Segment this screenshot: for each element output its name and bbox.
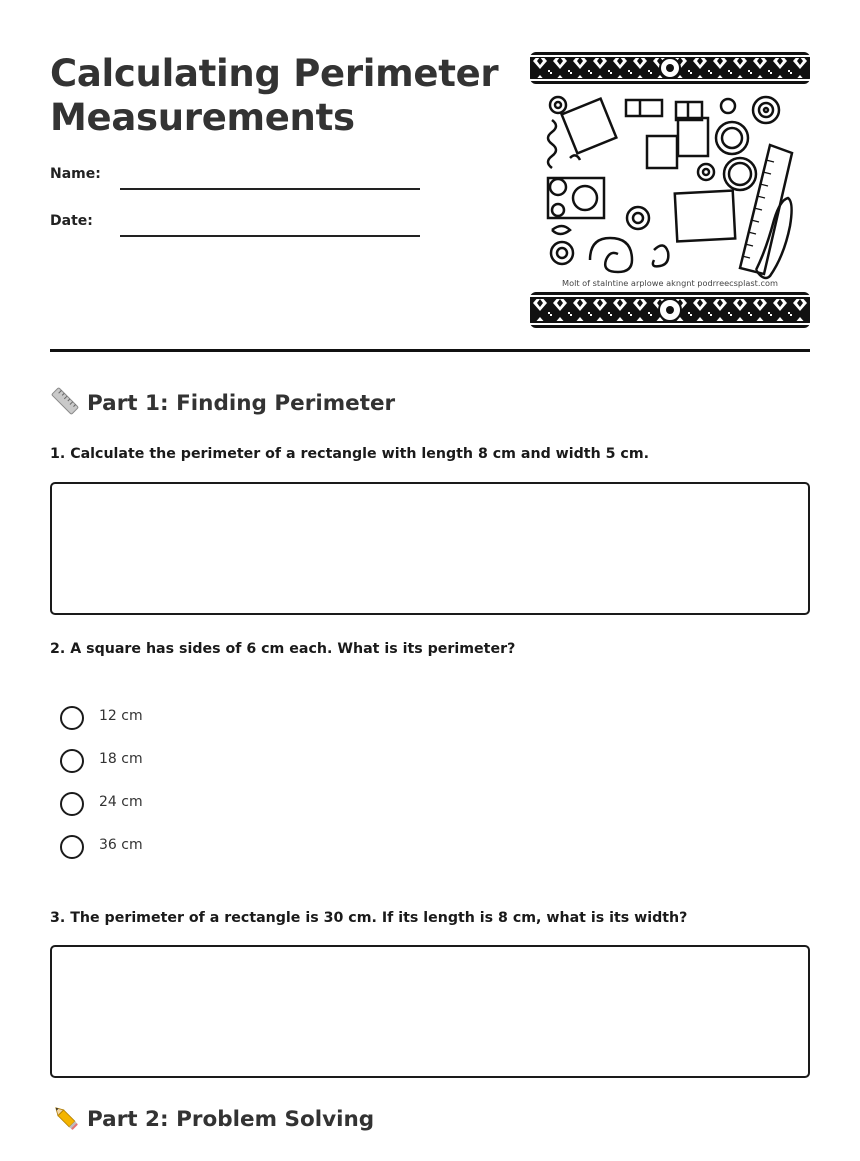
question-2: 2. A square has sides of 6 cm each. What is its perimeter? bbox=[50, 641, 516, 657]
bottom-border-band bbox=[530, 292, 810, 328]
name-line[interactable] bbox=[120, 188, 420, 190]
part1-heading bbox=[50, 388, 395, 420]
option-label: 18 cm bbox=[99, 751, 143, 767]
answer-box-1[interactable] bbox=[50, 482, 810, 615]
date-label: Date: bbox=[50, 213, 93, 229]
question-3: 3. The perimeter of a rectangle is 30 cm. If its length is 8 cm, what is its width? bbox=[50, 910, 688, 926]
date-field[interactable] bbox=[50, 213, 420, 237]
header-illustration bbox=[530, 50, 810, 330]
geometric-shapes bbox=[548, 97, 792, 278]
top-border-band bbox=[530, 52, 810, 84]
page-title bbox=[50, 52, 500, 140]
date-line[interactable] bbox=[120, 235, 420, 237]
name-field[interactable] bbox=[50, 166, 420, 190]
name-label: Name: bbox=[50, 166, 101, 182]
header-divider bbox=[50, 349, 810, 352]
q2-option-2[interactable] bbox=[60, 748, 360, 774]
q2-option-1[interactable] bbox=[60, 705, 360, 731]
question-1: 1. Calculate the perimeter of a rectangle with length 8 cm and width 5 cm. bbox=[50, 446, 650, 462]
radio-button[interactable] bbox=[60, 835, 84, 859]
q2-option-4[interactable] bbox=[60, 834, 360, 860]
answer-box-3[interactable] bbox=[50, 945, 810, 1078]
image-caption: Molt of stalntine arplowe akngnt podrreecsplast.com bbox=[562, 278, 778, 288]
option-label: 36 cm bbox=[99, 837, 143, 853]
part2-heading bbox=[50, 1104, 374, 1136]
pencil-icon bbox=[50, 1102, 80, 1132]
radio-button[interactable] bbox=[60, 792, 84, 816]
part2-title: Part 2: Problem Solving bbox=[87, 1107, 375, 1132]
title-line-1: Calculating Perimeter bbox=[50, 52, 499, 95]
radio-button[interactable] bbox=[60, 749, 84, 773]
radio-button[interactable] bbox=[60, 706, 84, 730]
ruler-icon bbox=[50, 386, 80, 416]
title-line-2: Measurements bbox=[50, 96, 355, 139]
option-label: 24 cm bbox=[99, 794, 143, 810]
q2-option-3[interactable] bbox=[60, 791, 360, 817]
part1-title: Part 1: Finding Perimeter bbox=[87, 391, 396, 416]
option-label: 12 cm bbox=[99, 708, 143, 724]
